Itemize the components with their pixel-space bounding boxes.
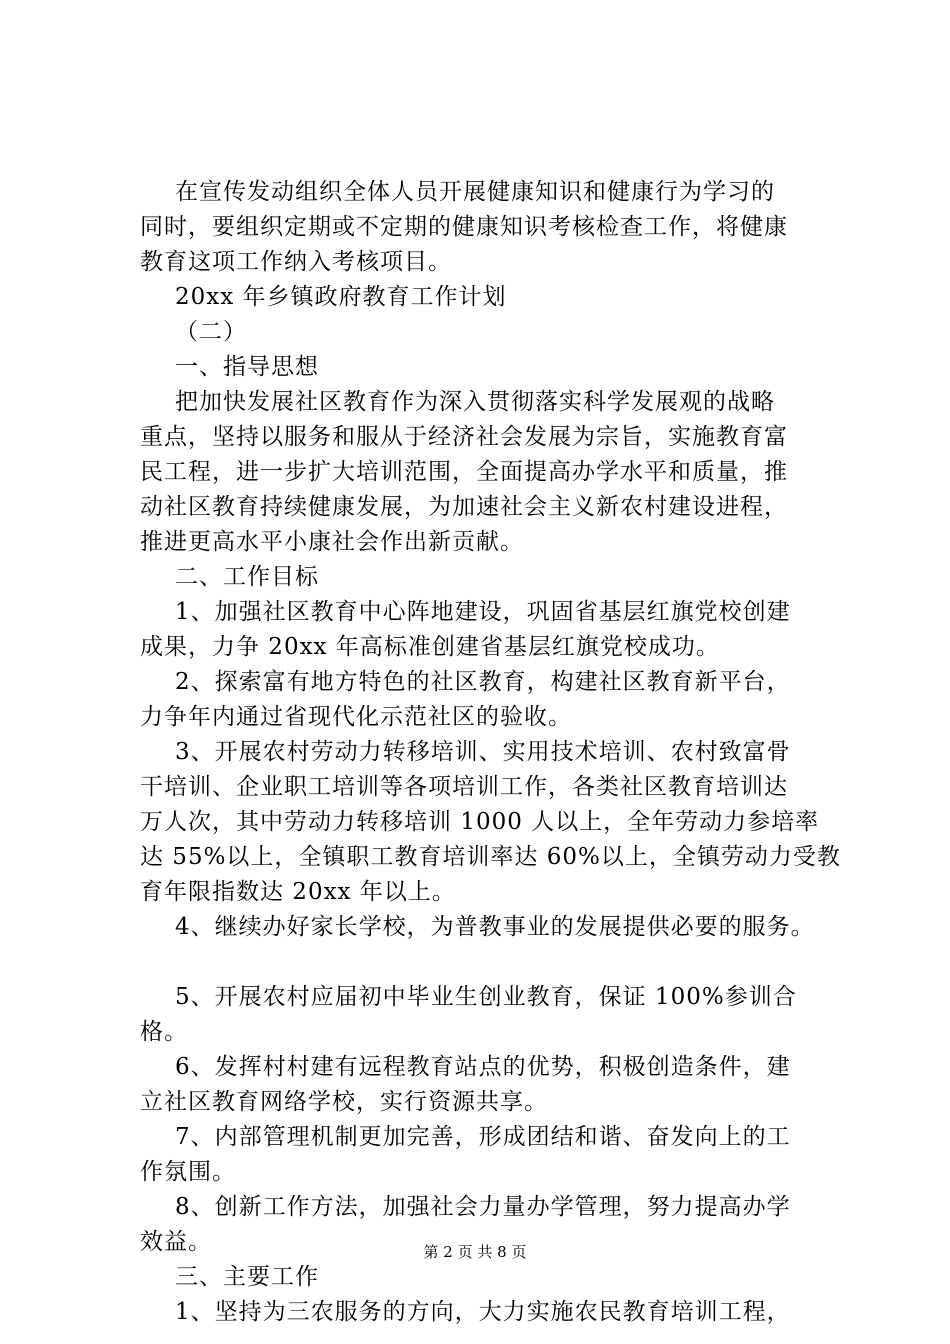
goal-item-line: 效益。 (140, 1229, 212, 1255)
goal-item-line: 万人次，其中劳动力转移培训 1000 人以上，全年劳动力参培率 (140, 809, 820, 835)
goal-item-line: 4、继续办好家长学校，为普教事业的发展提供必要的服务。 (175, 914, 815, 940)
goal-item-line: 育年限指数达 20xx 年以上。 (140, 879, 456, 905)
heading-guiding-ideology: 一、指导思想 (175, 354, 319, 380)
goal-item-line: 格。 (140, 1019, 188, 1045)
paragraph-line: 教育这项工作纳入考核项目。 (140, 249, 452, 275)
document-body (140, 175, 845, 1330)
goal-item-line: 干培训、企业职工培训等各项培训工作，各类社区教育培训达 (140, 774, 788, 800)
work-item-line: 1、坚持为三农服务的方向，大力实施农民教育培训工程， (175, 1299, 791, 1325)
goal-item-line: 立社区教育网络学校，实行资源共享。 (140, 1089, 548, 1115)
paragraph-line: 推进更高水平小康社会作出新贡献。 (140, 529, 524, 555)
heading-work-goals: 二、工作目标 (175, 564, 319, 590)
goal-item-line: 7、内部管理机制更加完善，形成团结和谐、奋发向上的工 (175, 1124, 791, 1150)
heading-main-work: 三、主要工作 (175, 1264, 319, 1290)
goal-item-line: 3、开展农村劳动力转移培训、实用技术培训、农村致富骨 (175, 739, 791, 765)
goal-item-line: 1、加强社区教育中心阵地建设，巩固省基层红旗党校创建 (175, 599, 791, 625)
paragraph-line: 动社区教育持续健康发展，为加速社会主义新农村建设进程， (140, 494, 788, 520)
goal-item-line: 达 55%以上，全镇职工教育培训率达 60%以上，全镇劳动力受教 (140, 844, 841, 870)
section-title: 20xx 年乡镇政府教育工作计划 (175, 284, 507, 310)
goal-item-line: 2、探索富有地方特色的社区教育，构建社区教育新平台， (175, 669, 791, 695)
goal-item-line: 力争年内通过省现代化示范社区的验收。 (140, 704, 572, 730)
paragraph-line: 同时，要组织定期或不定期的健康知识考核检查工作，将健康 (140, 214, 788, 240)
paragraph-spacer (140, 945, 845, 980)
goal-item-line: 作氛围。 (140, 1159, 236, 1185)
goal-item-line: 6、发挥村村建有远程教育站点的优势，积极创造条件，建 (175, 1054, 791, 1080)
goal-item-line: 成果，力争 20xx 年高标准创建省基层红旗党校成功。 (140, 634, 720, 660)
paragraph-line: 在宣传发动组织全体人员开展健康知识和健康行为学习的 (175, 179, 775, 205)
paragraph-line: 重点，坚持以服务和服从于经济社会发展为宗旨，实施教育富 (140, 424, 788, 450)
section-subtitle: （二） (175, 319, 247, 345)
page-footer: 第 2 页 共 8 页 (423, 1243, 527, 1261)
paragraph-line: 民工程，进一步扩大培训范围，全面提高办学水平和质量，推 (140, 459, 788, 485)
goal-item-line: 8、创新工作方法，加强社会力量办学管理，努力提高办学 (175, 1194, 791, 1220)
goal-item-line: 5、开展农村应届初中毕业生创业教育，保证 100%参训合 (175, 984, 797, 1010)
paragraph-line: 把加快发展社区教育作为深入贯彻落实科学发展观的战略 (175, 389, 775, 415)
